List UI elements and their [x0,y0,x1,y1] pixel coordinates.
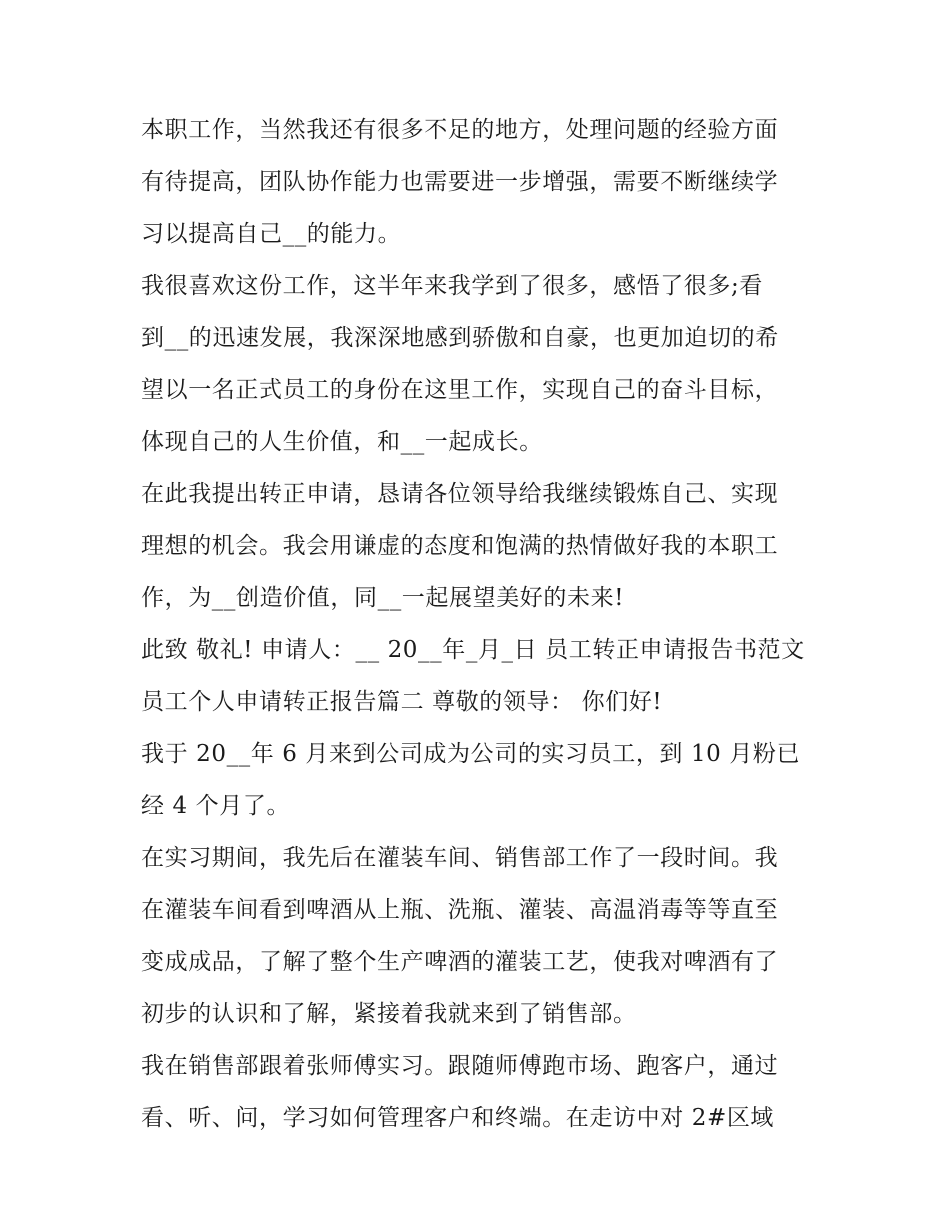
text-line: 初步的认识和了解，紧接着我就来到了销售部。 [141,1001,637,1027]
text-line: 作，为__创造价值，同__一起展望美好的未来! [141,585,625,611]
text-line: 到__的迅速发展，我深深地感到骄傲和自豪，也更加迫切的希 [141,325,779,351]
text-line: 我于 20__年 6 月来到公司成为公司的实习员工，到 10 月粉已 [141,741,801,767]
text-line: 在实习期间，我先后在灌装车间、销售部工作了一段时间。我 [141,845,779,871]
text-line: 经 4 个月了。 [141,793,291,819]
text-line: 习以提高自己__的能力。 [141,221,402,247]
text-line: 看、听、问，学习如何管理客户和终端。在走访中对 2#区域 [141,1105,775,1131]
text-line: 有待提高，团队协作能力也需要进一步增强，需要不断继续学 [141,169,779,195]
text-line: 在此我提出转正申请，恳请各位领导给我继续锻炼自己、实现 [141,481,779,507]
text-line: 体现自己的人生价值，和__一起成长。 [141,429,543,455]
text-line: 理想的机会。我会用谦虚的态度和饱满的热情做好我的本职工 [141,533,779,559]
document-body [141,104,821,1144]
text-line: 在灌装车间看到啤酒从上瓶、洗瓶、灌装、高温消毒等等直至 [141,897,779,923]
text-line: 我很喜欢这份工作，这半年来我学到了很多，感悟了很多;看 [141,273,763,299]
text-line: 我在销售部跟着张师傅实习。跟随师傅跑市场、跑客户，通过 [141,1053,779,1079]
text-line: 本职工作，当然我还有很多不足的地方，处理问题的经验方面 [141,117,779,143]
text-line: 此致 敬礼! 申请人：__ 20__年_月_日 员工转正申请报告书范文 [141,637,805,663]
text-line: 望以一名正式员工的身份在这里工作，实现自己的奋斗目标， [141,377,779,403]
text-line: 变成成品，了解了整个生产啤酒的灌装工艺，使我对啤酒有了 [141,949,779,975]
text-line: 员工个人申请转正报告篇二 尊敬的领导： 你们好! [141,689,663,715]
